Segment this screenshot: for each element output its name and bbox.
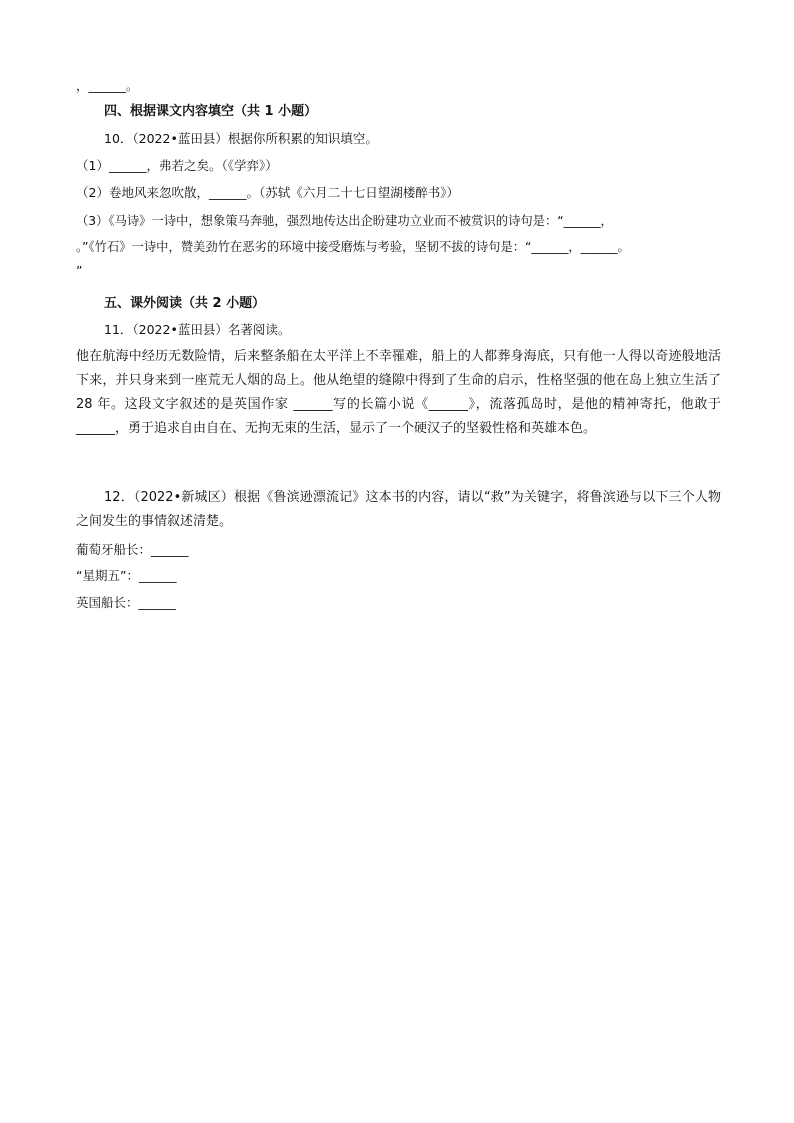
question-12-portuguese-captain: 葡萄牙船长：______	[76, 542, 189, 557]
question-12-friday: “星期五”：______	[76, 568, 177, 583]
question-11-intro: 11．（2022•蓝田县）名著阅读。	[104, 322, 291, 337]
line-continuation: ，______。	[76, 78, 139, 93]
question-10-intro: 10．（2022•蓝田县）根据你所积累的知识填空。	[104, 131, 378, 146]
section-5-heading: 五、课外阅读（共 2 小题）	[104, 296, 266, 311]
question-10-item-2: （2）卷地风来忽吹散，______。（苏轼《六月二十七日望湖楼醉书》）	[76, 185, 459, 200]
question-10-item-3a: （3）《马诗》一诗中，想象策马奔驰，强烈地传达出企盼建功立业而不被赏识的诗句是：“______，	[76, 214, 613, 228]
question-10-item-3b: 。”《竹石》一诗中，赞美劲竹在恶劣的环境中接受磨炼与考验，坚韧不拔的诗句是：“______，______。	[76, 240, 630, 254]
question-11-passage: 他在航海中经历无数险情，后来整条船在太平洋上不幸罹难，船上的人都葬身海底，只有他一人得以奇迹般地活下来，并只身来到一座荒无人烟的岛上。他从绝望的缝隙中得到了生命的启示，性格坚强的他在岛上独立生活了 28 年。这段文字叙述的是英国作家 ______写的长篇小说《______》，流落孤岛时，是他的精神寄托，他敢于______，勇于追求自由自在、无拘无束的生活，显示了一个硬汉子的坚毅性格和英雄本色。	[76, 349, 721, 436]
question-10-item-3c: ”	[76, 263, 83, 278]
question-12-prompt: 12．（2022•新城区）根据《鲁滨逊漂流记》这本书的内容，请以“救”为关键字，将鲁滨逊与以下三个人物之间发生的事情叙述清楚。	[76, 490, 721, 529]
question-10-item-1: （1）______，弗若之矣。（《学弈》）	[76, 158, 278, 173]
section-4-heading: 四、根据课文内容填空（共 1 小题）	[104, 104, 318, 119]
question-12-english-captain: 英国船长：______	[76, 595, 177, 610]
